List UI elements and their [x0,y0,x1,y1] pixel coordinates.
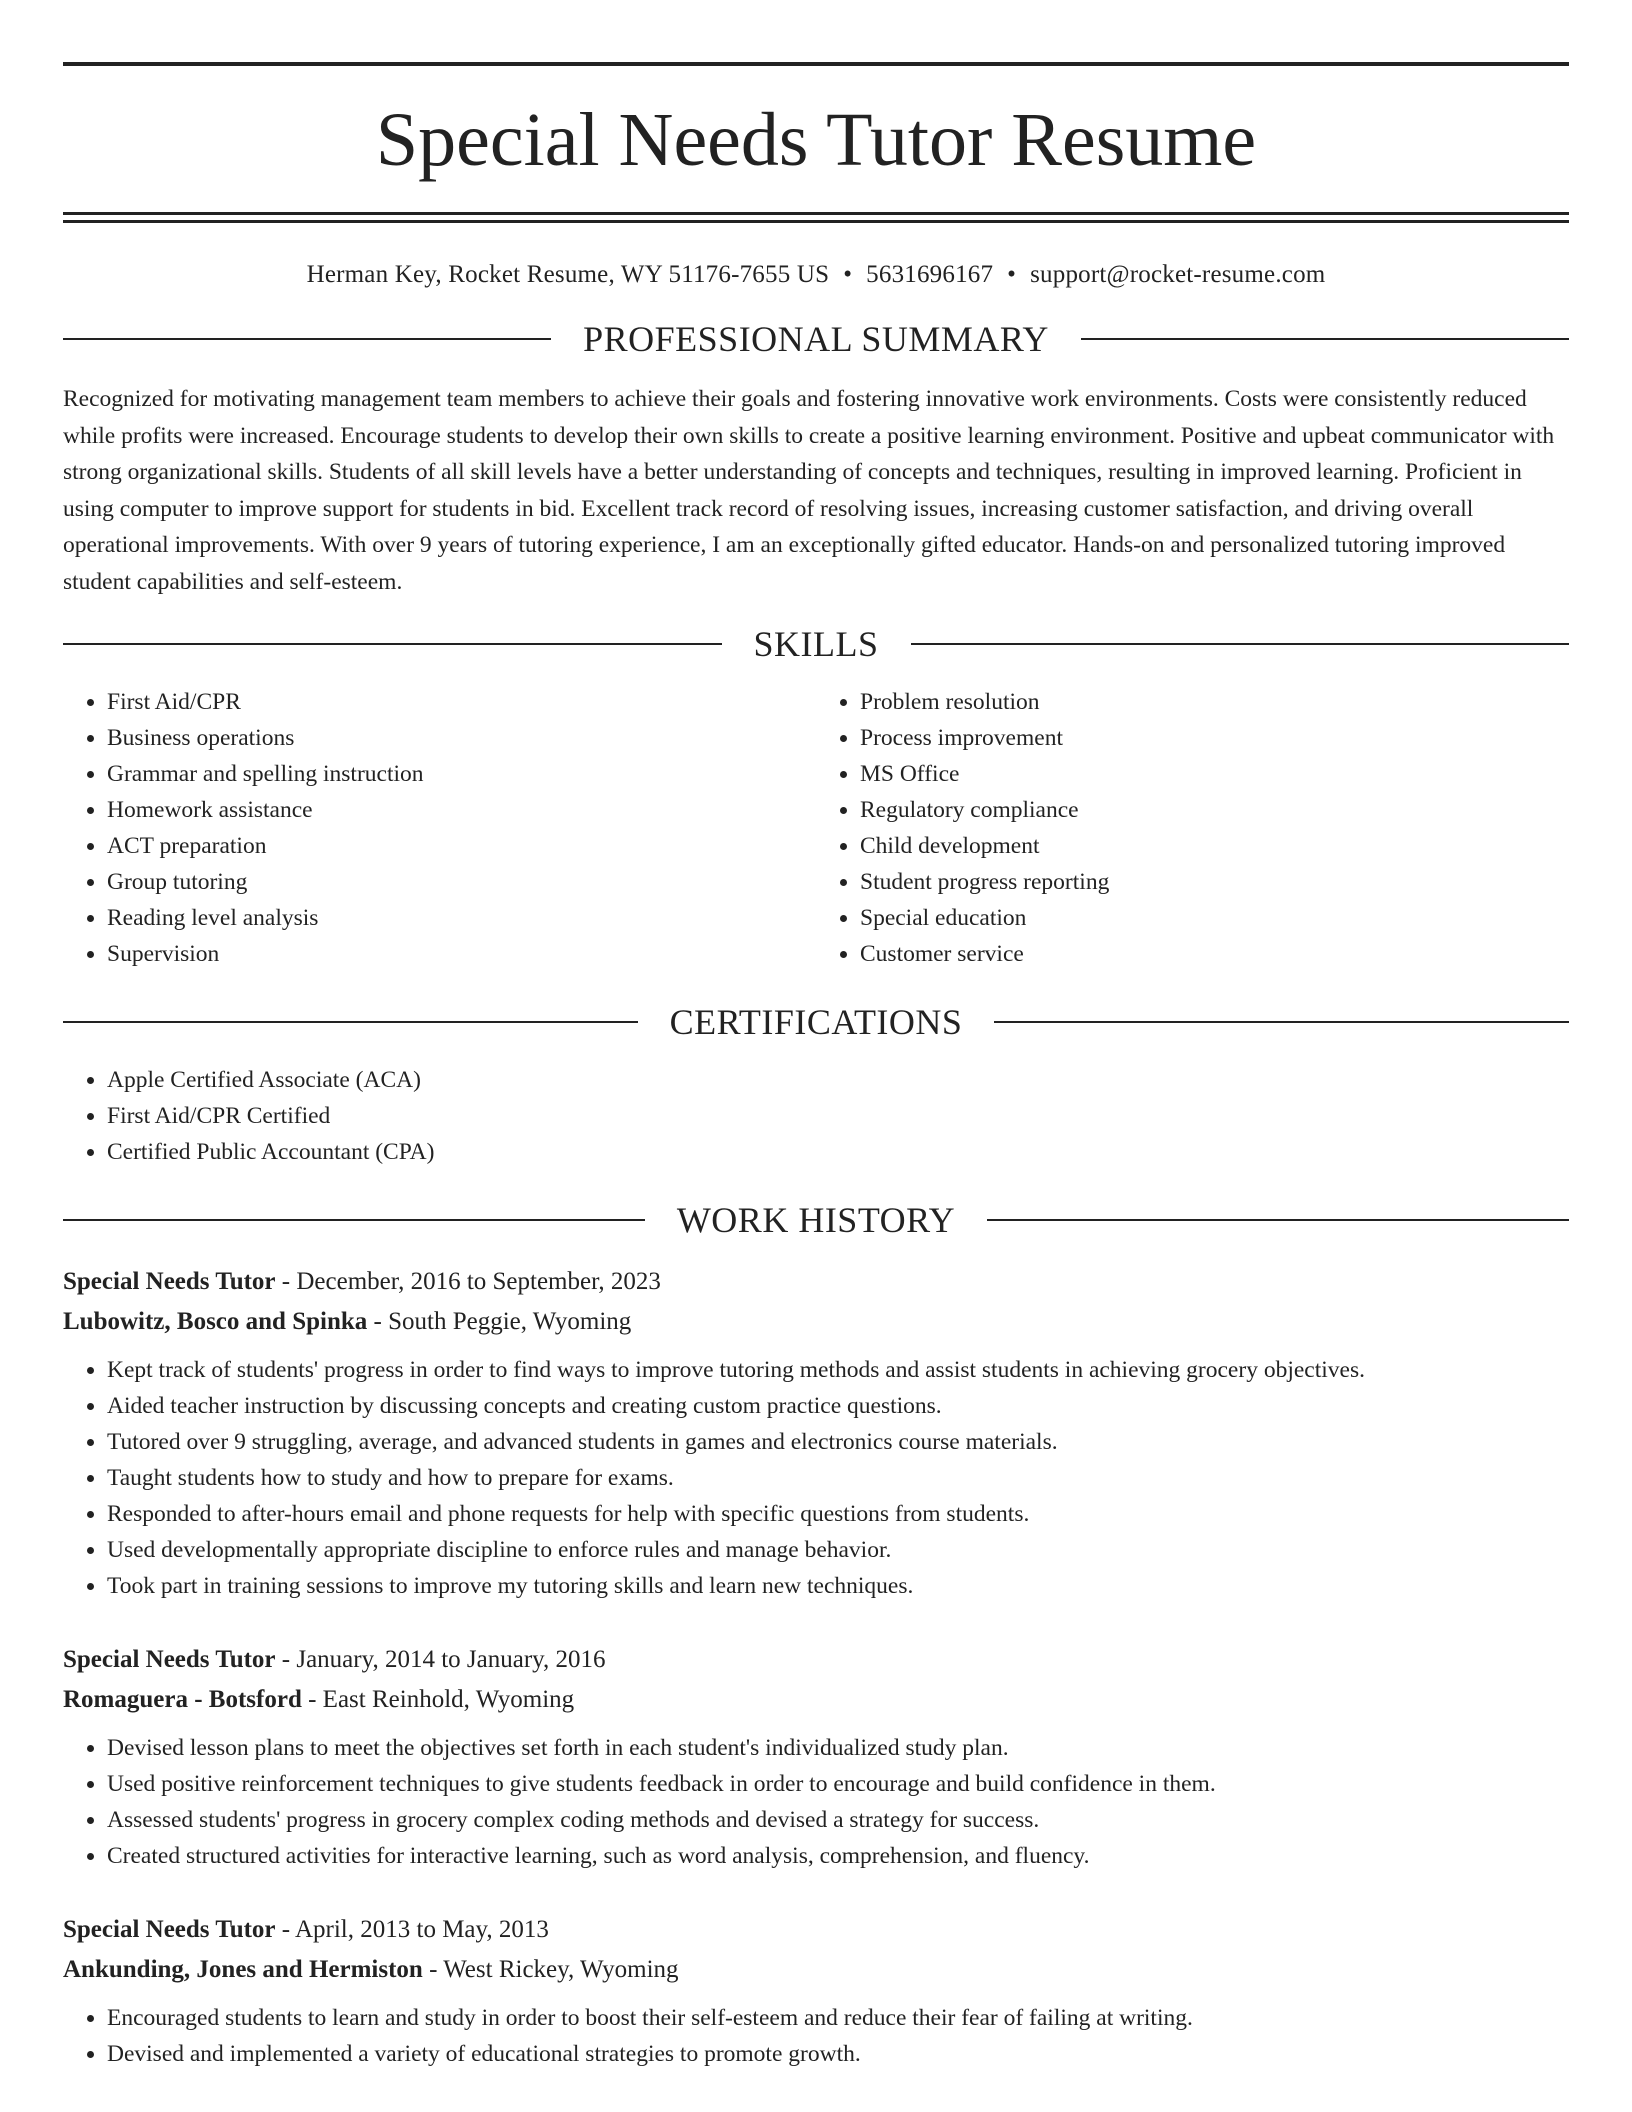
skill-item: • Business operations [107,720,816,756]
skill-item: • Child development [860,828,1569,864]
skill-item: • Special education [860,900,1569,936]
heading-rule [1081,338,1569,340]
skills-section-heading [63,626,1569,662]
contact-address: Herman Key, Rocket Resume, WY 51176-7655 US [306,261,830,288]
job-company-line [63,1950,1569,1990]
job-dates: - December, 2016 to September, 2023 [275,1268,661,1295]
skills-columns [63,684,1569,972]
work-heading: WORK HISTORY [676,1200,956,1240]
job-company: Romaguera - Botsford [63,1686,302,1713]
contact-line [63,261,1569,289]
job-bullets [63,1730,1569,1874]
job-bullet: • Used positive reinforcement techniques to give students feedback in order to encourage and build confidence in them. [107,1766,1569,1802]
heading-rule [911,643,1570,645]
skills-list-left [63,684,816,972]
resume-page [63,0,1569,2072]
title-double-rule [63,212,1569,223]
job-company-line [63,1680,1569,1720]
job-bullet: • Encouraged students to learn and study in order to boost their self-esteem and reduce their fear of failing at writing. [107,2000,1569,2036]
skill-item: • Student progress reporting [860,864,1569,900]
contact-separator: • [843,261,853,288]
work-section-heading [63,1202,1569,1238]
job-title: Special Needs Tutor [63,1646,276,1673]
job-bullet: • Taught students how to study and how to prepare for exams. [107,1460,1569,1496]
heading-rule [63,643,722,645]
job-company: Ankunding, Jones and Hermiston [63,1956,423,1983]
job-bullet: • Kept track of students' progress in order to find ways to improve tutoring methods and assist students in achieving grocery objectives. [107,1352,1569,1388]
job-entry [63,1640,1569,1874]
skill-item: • Homework assistance [107,792,816,828]
job-bullets [63,1352,1569,1604]
job-bullets [63,2000,1569,2072]
job-bullet: • Used developmentally appropriate discipline to enforce rules and manage behavior. [107,1532,1569,1568]
skill-item: • Group tutoring [107,864,816,900]
certification-item: • First Aid/CPR Certified [107,1098,1569,1134]
contact-separator: • [1007,261,1017,288]
heading-rule [63,338,551,340]
certifications-heading: CERTIFICATIONS [669,1002,963,1042]
job-title: Special Needs Tutor [63,1916,276,1943]
skill-item: • Customer service [860,936,1569,972]
heading-rule [63,1021,638,1023]
heading-rule [994,1021,1569,1023]
job-location: - West Rickey, Wyoming [422,1956,679,1983]
skill-item: • MS Office [860,756,1569,792]
skill-item: • Regulatory compliance [860,792,1569,828]
certifications-list [63,1062,1569,1170]
contact-phone: 5631696167 [866,261,994,288]
contact-email[interactable]: support@rocket-resume.com [1030,261,1326,288]
job-bullet: • Aided teacher instruction by discussing concepts and creating custom practice questions. [107,1388,1569,1424]
heading-rule [987,1219,1569,1221]
work-history [63,1262,1569,2072]
job-entry [63,1262,1569,1604]
job-bullet: • Devised and implemented a variety of educational strategies to promote growth. [107,2036,1569,2072]
certifications-section-heading [63,1004,1569,1040]
job-bullet: • Responded to after-hours email and phone requests for help with specific questions from students. [107,1496,1569,1532]
job-title: Special Needs Tutor [63,1268,276,1295]
skills-list-right [816,684,1569,972]
skill-item: • Supervision [107,936,816,972]
summary-heading: PROFESSIONAL SUMMARY [583,319,1049,359]
resume-title: Special Needs Tutor Resume [375,98,1257,182]
job-bullet: • Devised lesson plans to meet the objectives set forth in each student's individualized study plan. [107,1730,1569,1766]
job-title-line [63,1262,1569,1302]
job-title-line [63,1640,1569,1680]
heading-rule [63,1219,645,1221]
job-company: Lubowitz, Bosco and Spinka [63,1308,368,1335]
job-location: - East Reinhold, Wyoming [301,1686,575,1713]
job-bullet: • Took part in training sessions to improve my tutoring skills and learn new techniques. [107,1568,1569,1604]
job-company-line [63,1302,1569,1342]
top-rule [63,62,1569,66]
skills-heading: SKILLS [753,624,879,664]
skill-item: • Process improvement [860,720,1569,756]
skill-item: • ACT preparation [107,828,816,864]
job-dates: - January, 2014 to January, 2016 [275,1646,606,1673]
job-title-line [63,1910,1569,1950]
certification-item: • Apple Certified Associate (ACA) [107,1062,1569,1098]
job-entry [63,1910,1569,2072]
certification-item: • Certified Public Accountant (CPA) [107,1134,1569,1170]
skill-item: • Reading level analysis [107,900,816,936]
job-bullet: • Tutored over 9 struggling, average, and advanced students in games and electronics course materials. [107,1424,1569,1460]
job-dates: - April, 2013 to May, 2013 [275,1916,549,1943]
job-location: - South Peggie, Wyoming [367,1308,632,1335]
job-bullet: • Assessed students' progress in grocery complex coding methods and devised a strategy for success. [107,1802,1569,1838]
skill-item: • First Aid/CPR [107,684,816,720]
summary-section-heading [63,321,1569,357]
job-bullet: • Created structured activities for interactive learning, such as word analysis, comprehension, and fluency. [107,1838,1569,1874]
skill-item: • Grammar and spelling instruction [107,756,816,792]
summary-text: Recognized for motivating management team members to achieve their goals and fostering innovative work environments. Costs were consistently reduced while profits were increased. Encourage students to develop their own skills to create a positive learning environment. Positive and upbeat communicator with strong organizational skills. Students of all skill levels have a better understanding of concepts and techniques, resulting in improved learning. Proficient in using computer to improve support for students in bid. Excellent track record of resolving issues, increasing customer satisfaction, and driving overall operational improvements. With over 9 years of tutoring experience, I am an exceptionally gifted educator. Hands-on and personalized tutoring improved student capabilities and self-esteem. [63,386,1555,595]
skill-item: • Problem resolution [860,684,1569,720]
